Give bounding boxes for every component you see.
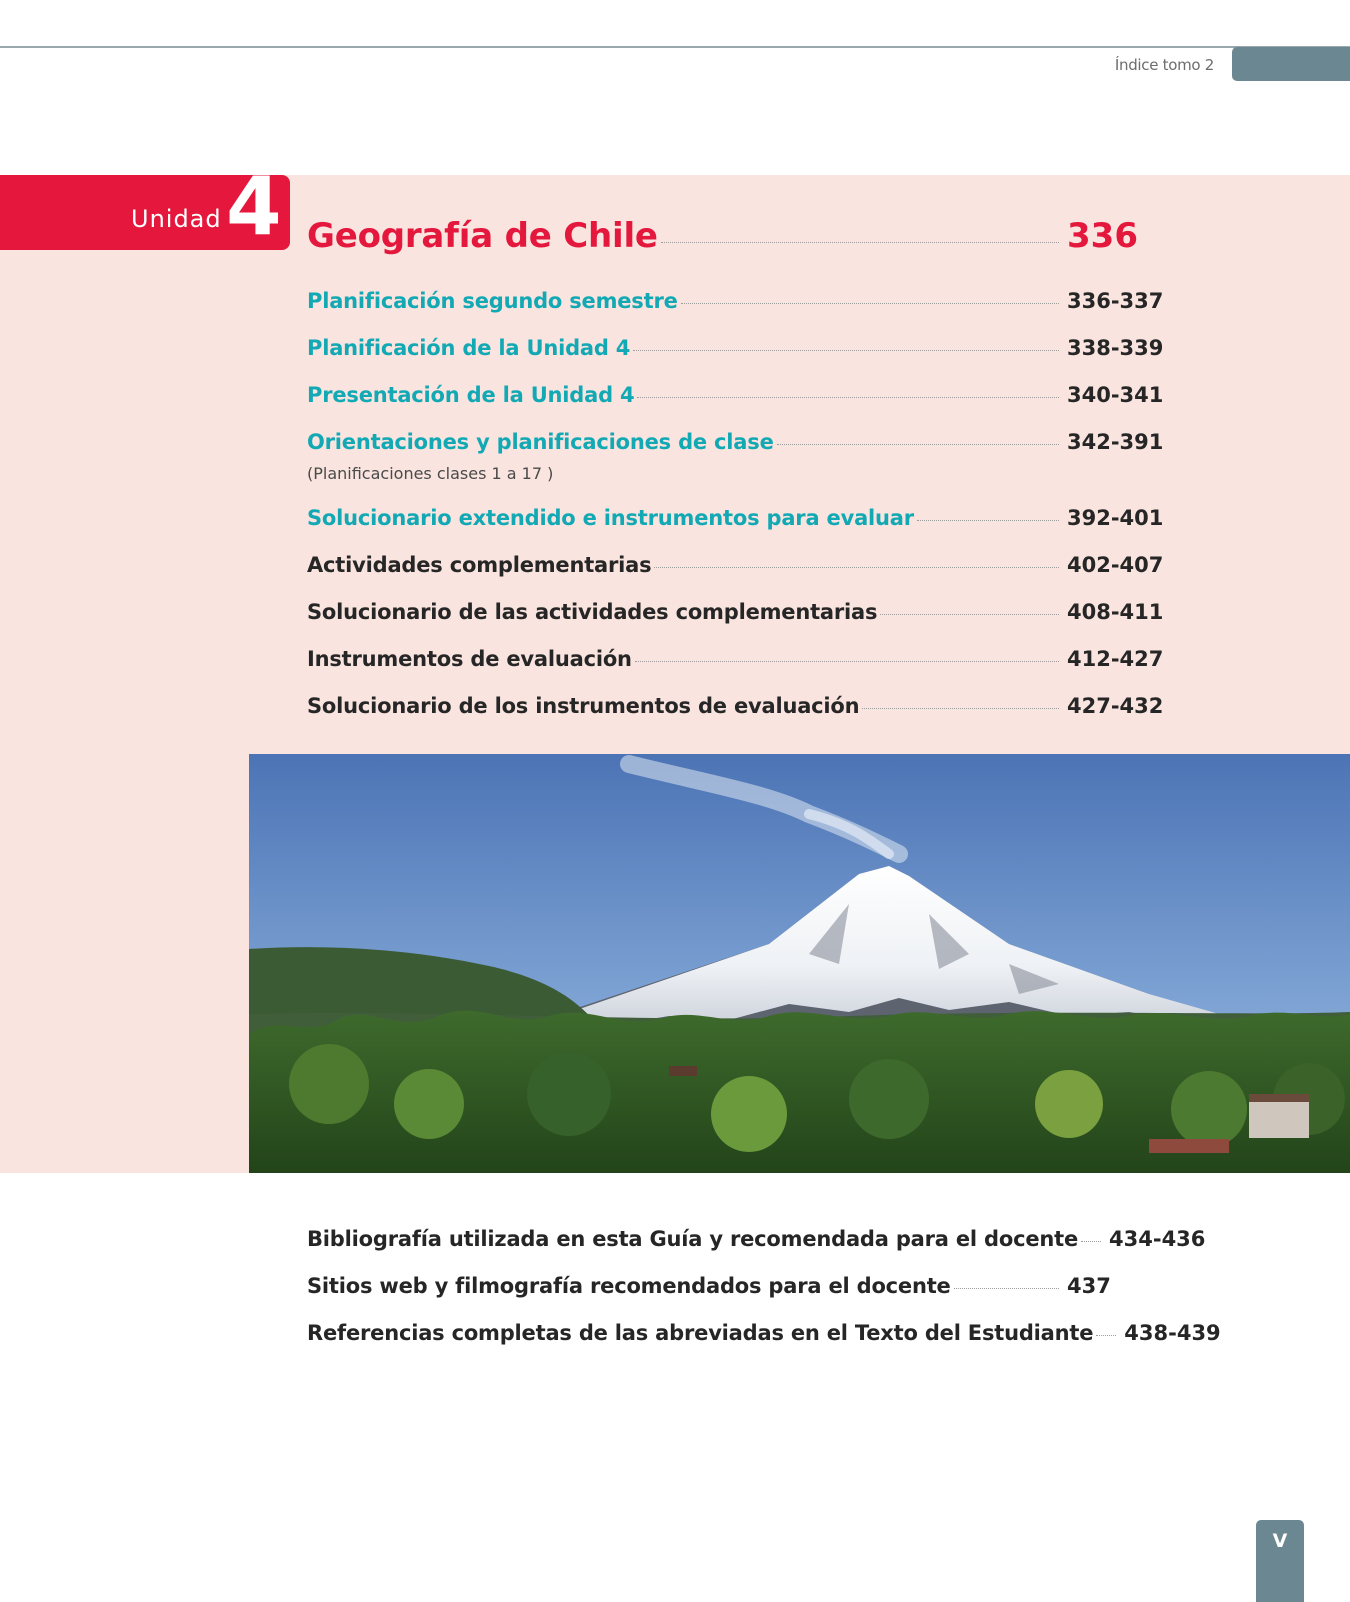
toc-entry-title: Solucionario de los instrumentos de evaluación <box>307 694 860 718</box>
leader-dots <box>777 444 1059 445</box>
toc-entry-title: Orientaciones y planificaciones de clase <box>307 430 774 454</box>
toc-entry-pages: 342-391 <box>1067 430 1164 454</box>
toc-entry-pages: 392-401 <box>1067 506 1164 530</box>
toc-entry[interactable] <box>307 289 1164 313</box>
toc-entry[interactable] <box>307 506 1164 530</box>
toc-entry[interactable] <box>307 553 1164 577</box>
toc-entry-title: Planificación de la Unidad 4 <box>307 336 631 360</box>
toc-main-page: 336 <box>1067 216 1138 256</box>
toc-entry[interactable] <box>307 694 1164 718</box>
leader-dots <box>681 303 1059 304</box>
page-number: V <box>1272 1530 1288 1552</box>
toc-entry-title: Instrumentos de evaluación <box>307 647 632 671</box>
leader-dots <box>1096 1335 1116 1336</box>
back-matter-entry[interactable] <box>307 1321 1221 1345</box>
toc-entry-pages: 338-339 <box>1067 336 1164 360</box>
toc-entry-pages: 427-432 <box>1067 694 1164 718</box>
header-tab <box>1232 47 1350 81</box>
leader-dots <box>880 614 1059 615</box>
toc-entry-pages: 408-411 <box>1067 600 1164 624</box>
leader-dots <box>637 397 1059 398</box>
toc-entry-title: Presentación de la Unidad 4 <box>307 383 635 407</box>
toc-entry-title: Actividades complementarias <box>307 553 652 577</box>
toc-entry-pages: 340-341 <box>1067 383 1164 407</box>
toc-entry-pages: 412-427 <box>1067 647 1164 671</box>
toc-entry[interactable] <box>307 647 1164 671</box>
leader-dots <box>635 661 1059 662</box>
toc-entry-pages: 336-337 <box>1067 289 1164 313</box>
toc-entry[interactable] <box>307 430 1164 454</box>
back-matter-entry[interactable] <box>307 1227 1206 1251</box>
toc-entry-title: Solucionario extendido e instrumentos para evaluar <box>307 506 914 530</box>
leader-dots <box>661 242 1059 243</box>
back-matter-pages: 434-436 <box>1109 1227 1206 1251</box>
toc-entry-title: Solucionario de las actividades complementarias <box>307 600 878 624</box>
unit-label: Unidad <box>131 205 222 233</box>
toc-entry-pages: 402-407 <box>1067 553 1164 577</box>
back-matter-pages: 437 <box>1067 1274 1111 1298</box>
toc-main-title: Geografía de Chile <box>307 216 658 256</box>
toc-entry[interactable] <box>307 336 1164 360</box>
toc-main-entry[interactable] <box>307 216 1157 256</box>
back-matter-entry[interactable] <box>307 1274 1157 1298</box>
top-rule <box>0 46 1350 48</box>
toc-entry[interactable] <box>307 600 1164 624</box>
toc-entry-title: Planificación segundo semestre <box>307 289 678 313</box>
back-matter-title: Bibliografía utilizada en esta Guía y recomendada para el docente <box>307 1227 1079 1251</box>
running-header: Índice tomo 2 <box>1114 56 1214 74</box>
toc-entry[interactable] <box>307 383 1164 407</box>
leader-dots <box>954 1288 1059 1289</box>
volcano-photo <box>249 754 1350 1173</box>
unit-number: 4 <box>226 160 282 253</box>
leader-dots <box>862 708 1059 709</box>
unit-badge <box>0 160 290 253</box>
page-number-tab <box>1256 1520 1304 1602</box>
leader-dots <box>654 567 1059 568</box>
leader-dots <box>1081 1241 1101 1242</box>
toc-entry-note: (Planificaciones clases 1 a 17 ) <box>307 464 554 483</box>
leader-dots <box>633 350 1059 351</box>
back-matter-title: Referencias completas de las abreviadas en el Texto del Estudiante <box>307 1321 1094 1345</box>
leader-dots <box>917 520 1059 521</box>
back-matter-pages: 438-439 <box>1124 1321 1221 1345</box>
back-matter-title: Sitios web y filmografía recomendados para el docente <box>307 1274 951 1298</box>
